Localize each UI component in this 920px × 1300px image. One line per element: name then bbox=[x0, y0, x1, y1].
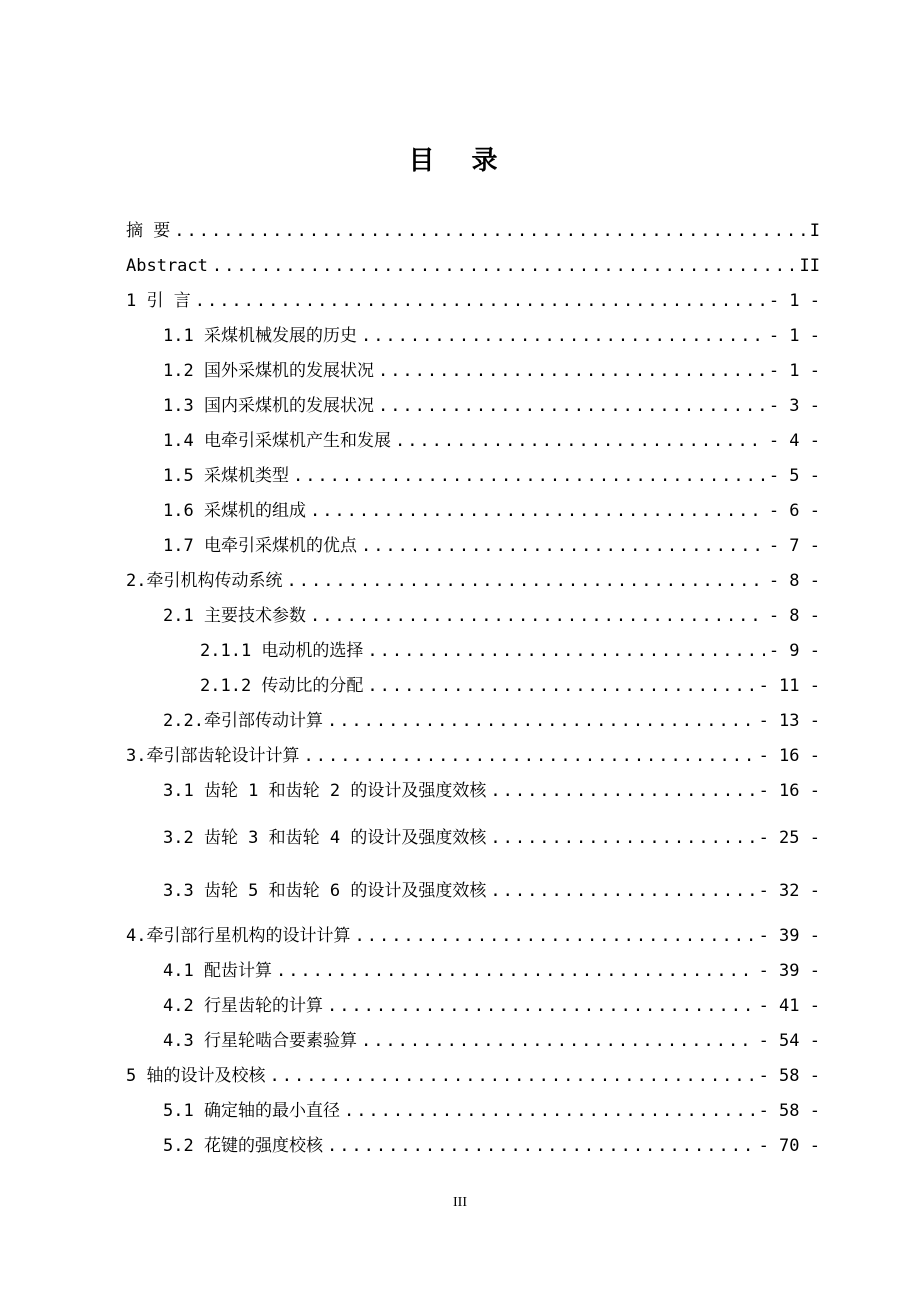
toc-entry-page: - 8 - bbox=[768, 606, 820, 626]
toc-entry-label: 摘 要 bbox=[126, 221, 171, 241]
toc-entry[interactable] bbox=[163, 358, 820, 384]
toc-dot-leader bbox=[490, 878, 754, 904]
toc-entry[interactable] bbox=[163, 498, 820, 524]
toc-entry[interactable] bbox=[126, 218, 820, 244]
toc-entry-page: - 41 - bbox=[758, 996, 820, 1016]
toc-entry-label: 3.1 齿轮 1 和齿轮 2 的设计及强度效核 bbox=[163, 781, 487, 801]
toc-entry-page: - 58 - bbox=[758, 1066, 820, 1086]
toc-entry[interactable] bbox=[163, 993, 820, 1019]
toc-dot-leader bbox=[490, 778, 754, 804]
toc-dot-leader bbox=[276, 958, 755, 984]
toc-entry-label: 1.5 采煤机类型 bbox=[163, 466, 289, 486]
toc-dot-leader bbox=[490, 825, 754, 851]
toc-entry[interactable] bbox=[163, 708, 820, 734]
toc-entry-page: I bbox=[809, 221, 820, 241]
toc-dot-leader bbox=[310, 498, 765, 524]
toc-entry[interactable] bbox=[163, 1098, 820, 1124]
toc-entry-page: - 9 - bbox=[768, 641, 820, 661]
toc-entry-label: 5.2 花键的强度校核 bbox=[163, 1136, 323, 1156]
toc-dot-leader bbox=[310, 603, 765, 629]
toc-entry-page: - 39 - bbox=[758, 961, 820, 981]
toc-entry[interactable] bbox=[126, 568, 820, 594]
toc-entry-label: 1 引 言 bbox=[126, 291, 191, 311]
toc-entry-page: - 32 - bbox=[758, 881, 820, 901]
toc-entry-page: - 5 - bbox=[768, 466, 820, 486]
toc-entry-page: II bbox=[799, 256, 820, 276]
toc-dot-leader bbox=[367, 673, 754, 699]
toc-entry-label: 1.1 采煤机械发展的历史 bbox=[163, 326, 357, 346]
toc-dot-leader bbox=[395, 428, 765, 454]
toc-entry[interactable] bbox=[200, 638, 820, 664]
toc-entry-label: 2.1.1 电动机的选择 bbox=[200, 641, 364, 661]
toc-entry-label: 4.3 行星轮啮合要素验算 bbox=[163, 1031, 357, 1051]
toc-dot-leader bbox=[361, 533, 765, 559]
toc-entry-label: 5.1 确定轴的最小直径 bbox=[163, 1101, 340, 1121]
toc-dot-leader bbox=[195, 288, 765, 314]
toc-entry-label: 4.1 配齿计算 bbox=[163, 961, 272, 981]
toc-entry-page: - 1 - bbox=[768, 361, 820, 381]
toc-dot-leader bbox=[354, 923, 754, 949]
toc-dot-leader bbox=[212, 253, 796, 279]
toc-dot-leader bbox=[269, 1063, 754, 1089]
toc-dot-leader bbox=[361, 323, 765, 349]
toc-entry[interactable] bbox=[126, 1063, 820, 1089]
toc-entry-page: - 1 - bbox=[768, 326, 820, 346]
toc-entry[interactable] bbox=[163, 1028, 820, 1054]
toc-entry[interactable] bbox=[200, 673, 820, 699]
toc-entry[interactable] bbox=[126, 253, 820, 279]
toc-entry[interactable] bbox=[163, 958, 820, 984]
toc-entry[interactable] bbox=[163, 428, 820, 454]
toc-entry-label: 1.6 采煤机的组成 bbox=[163, 501, 306, 521]
toc-entry[interactable] bbox=[163, 323, 820, 349]
toc-entry-label: 1.3 国内采煤机的发展状况 bbox=[163, 396, 374, 416]
toc-dot-leader bbox=[344, 1098, 755, 1124]
toc-dot-leader bbox=[378, 358, 765, 384]
toc-entry[interactable] bbox=[126, 923, 820, 949]
toc-entry[interactable] bbox=[163, 778, 820, 804]
toc-entry[interactable] bbox=[163, 1133, 820, 1159]
toc-entry-label: 3.2 齿轮 3 和齿轮 4 的设计及强度效核 bbox=[163, 828, 487, 848]
toc-entry-page: - 6 - bbox=[768, 501, 820, 521]
toc-entry-label: Abstract bbox=[126, 256, 208, 276]
toc-entry-label: 4.牵引部行星机构的设计计算 bbox=[126, 926, 351, 946]
toc-dot-leader bbox=[378, 393, 765, 419]
toc-entry-label: 2.1.2 传动比的分配 bbox=[200, 676, 364, 696]
toc-entry[interactable] bbox=[126, 743, 820, 769]
toc-entry-label: 2.牵引机构传动系统 bbox=[126, 571, 283, 591]
toc-dot-leader bbox=[327, 1133, 755, 1159]
toc-entry-label: 2.1 主要技术参数 bbox=[163, 606, 306, 626]
toc-entry[interactable] bbox=[126, 288, 820, 314]
toc-entry-page: - 3 - bbox=[768, 396, 820, 416]
toc-dot-leader bbox=[327, 993, 755, 1019]
toc-entry-page: - 39 - bbox=[758, 926, 820, 946]
footer-page-number: III bbox=[453, 1195, 467, 1210]
toc-entry-page: - 70 - bbox=[758, 1136, 820, 1156]
toc-entry-page: - 16 - bbox=[758, 746, 820, 766]
toc-entry[interactable] bbox=[163, 533, 820, 559]
toc-dot-leader bbox=[293, 463, 765, 489]
toc-entry-page: - 8 - bbox=[768, 571, 820, 591]
toc-entry-label: 4.2 行星齿轮的计算 bbox=[163, 996, 323, 1016]
page-title: 目 录 bbox=[408, 146, 512, 176]
toc-entry-label: 5 轴的设计及校核 bbox=[126, 1066, 266, 1086]
toc-entry-label: 1.2 国外采煤机的发展状况 bbox=[163, 361, 374, 381]
toc-dot-leader bbox=[303, 743, 754, 769]
toc-entry-label: 1.7 电牵引采煤机的优点 bbox=[163, 536, 357, 556]
toc-dot-leader bbox=[286, 568, 764, 594]
toc-dot-leader bbox=[174, 218, 806, 244]
toc-entry-page: - 1 - bbox=[768, 291, 820, 311]
toc-entry-page: - 4 - bbox=[768, 431, 820, 451]
toc-dot-leader bbox=[327, 708, 755, 734]
toc-entry[interactable] bbox=[163, 825, 820, 851]
toc-dot-leader bbox=[367, 638, 764, 664]
toc-entry[interactable] bbox=[163, 878, 820, 904]
toc-entry-page: - 54 - bbox=[758, 1031, 820, 1051]
toc-entry-page: - 25 - bbox=[758, 828, 820, 848]
toc-entry-page: - 16 - bbox=[758, 781, 820, 801]
toc-entry-label: 2.2.牵引部传动计算 bbox=[163, 711, 323, 731]
toc-entry-page: - 11 - bbox=[758, 676, 820, 696]
toc-entry-label: 1.4 电牵引采煤机产生和发展 bbox=[163, 431, 391, 451]
toc-entry[interactable] bbox=[163, 603, 820, 629]
toc-entry[interactable] bbox=[163, 393, 820, 419]
toc-entry-label: 3.3 齿轮 5 和齿轮 6 的设计及强度效核 bbox=[163, 881, 487, 901]
toc-entry-page: - 7 - bbox=[768, 536, 820, 556]
toc-entry-label: 3.牵引部齿轮设计计算 bbox=[126, 746, 300, 766]
toc-dot-leader bbox=[361, 1028, 755, 1054]
toc-entry[interactable] bbox=[163, 463, 820, 489]
toc-entry-page: - 13 - bbox=[758, 711, 820, 731]
toc-entry-page: - 58 - bbox=[758, 1101, 820, 1121]
